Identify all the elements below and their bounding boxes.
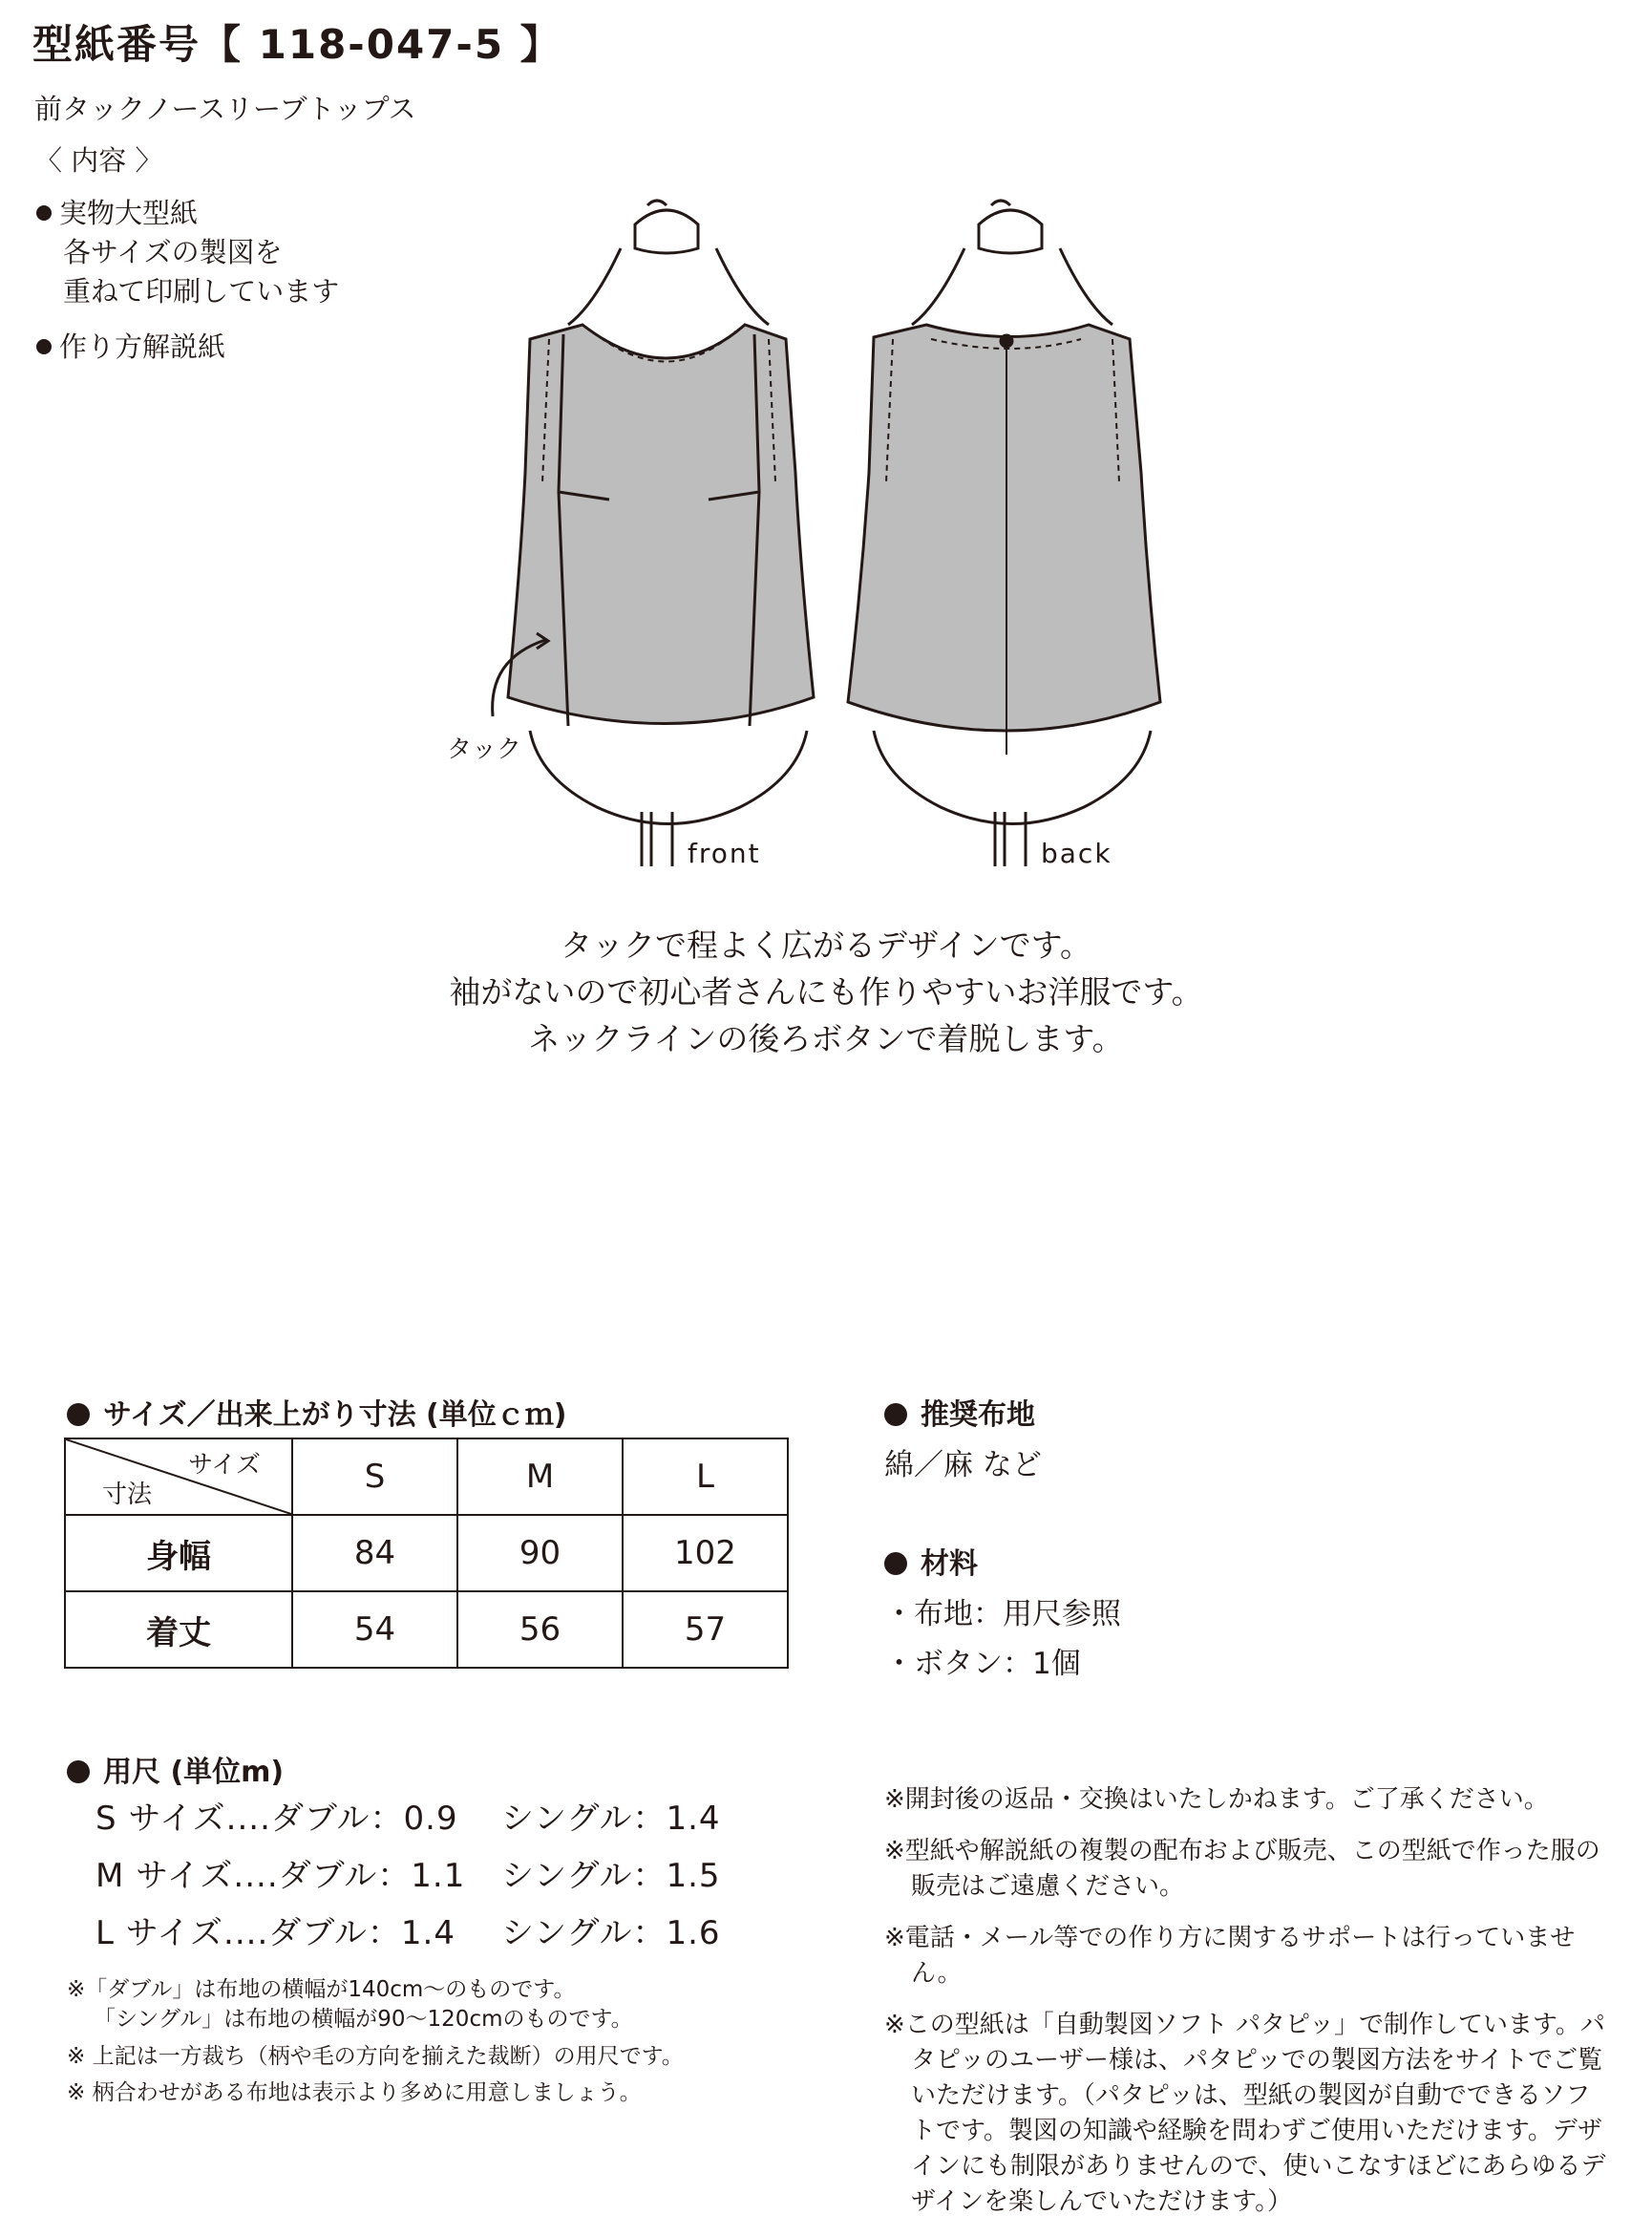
tuck-label: タック: [447, 735, 522, 764]
bullet-icon: [36, 205, 52, 221]
contents-item-instructions: 作り方解説紙: [36, 328, 225, 367]
row-label-width: 身幅: [65, 1515, 292, 1591]
fabric-heading: 推奨布地: [884, 1391, 1035, 1433]
yardage-note: ※ 柄合わせがある布地は表示より多めに用意しましょう。: [67, 2080, 642, 2105]
bullet-icon: [67, 1403, 90, 1426]
pattern-name: 前タックノースリーブトップス: [34, 93, 416, 125]
size-col-m: M: [457, 1438, 623, 1515]
yardage-row-s: S サイズ....ダブル：0.9 シングル：1.4: [95, 1800, 721, 1838]
size-section-heading: サイズ／出来上がり寸法 (単位ｃｍ): [67, 1391, 566, 1433]
yardage-note: 「シングル」は布地の横幅が90〜120cmのものです。: [94, 2007, 633, 2032]
size-col-s: S: [292, 1438, 457, 1515]
table-cell: 54: [292, 1591, 457, 1668]
bullet-icon: [884, 1552, 907, 1575]
front-top-garment: [508, 325, 814, 726]
size-table-corner: サイズ 寸法: [65, 1438, 292, 1515]
materials-item: ・ボタン：1個: [884, 1647, 1081, 1681]
size-col-l: L: [623, 1438, 788, 1515]
yardage-note: ※「ダブル」は布地の横幅が140cm〜のものです。: [67, 1977, 576, 2002]
table-cell: 57: [623, 1591, 788, 1668]
table-row: [65, 1591, 788, 1668]
table-row: [65, 1515, 788, 1591]
note-item: ※この型紙は「自動製図ソフト パタピッ」で制作しています。パタピッのユーザー様は、パタピッでの製図方法をサイトでご覧いただけます。（パタピッは、型紙の製図が自動でできるソフトです。製図の知識や経験を問わずご使用いただけます。デザインにも制限がありませんので、使いこなすほどにあらゆるデザインを楽しんでいただけます。）: [884, 2011, 1606, 2216]
table-cell: 84: [292, 1515, 457, 1591]
contents-item-pattern: 実物大型紙 各サイズの製図を 重ねて印刷しています: [36, 194, 339, 311]
back-label: back: [1041, 838, 1112, 869]
notes-block: [884, 1782, 1610, 2236]
bullet-icon: [884, 1403, 907, 1426]
design-description: タックで程よく広がるデザインです。 袖がないので初心者さんにも作りやすいお洋服です。 ネックラインの後ろボタンで着脱します。: [449, 927, 1203, 1057]
table-cell: 56: [457, 1591, 623, 1668]
pattern-number-title: 型紙番号【 118-047-5 】: [32, 21, 562, 68]
yardage-note: ※ 上記は一方裁ち（柄や毛の方向を揃えた裁断）の用尺です。: [67, 2044, 684, 2069]
row-label-length: 着丈: [65, 1591, 292, 1668]
table-cell: 102: [623, 1515, 788, 1591]
size-table: [64, 1438, 789, 1669]
yardage-row-l: L サイズ....ダブル：1.4 シングル：1.6: [95, 1914, 721, 1952]
materials-heading: 材料: [884, 1540, 978, 1582]
back-top-garment: [848, 325, 1160, 755]
front-label: front: [688, 838, 761, 869]
contents-heading: 〈 内容 〉: [34, 144, 163, 177]
note-item: ※開封後の返品・交換はいたしかねます。ご了承ください。: [884, 1785, 1549, 1814]
fabric-text: 綿／麻 など: [884, 1448, 1042, 1482]
yardage-heading: 用尺 (単位m): [67, 1748, 284, 1790]
bullet-icon: [67, 1760, 90, 1783]
materials-item: ・布地：用尺参照: [884, 1597, 1121, 1631]
note-item: ※型紙や解説紙の複製の配布および販売、この型紙で作った服の販売はご遠慮ください。: [884, 1837, 1600, 1901]
note-item: ※電話・メール等での作り方に関するサポートは行っていません。: [884, 1924, 1576, 1988]
bullet-icon: [36, 339, 52, 354]
table-cell: 90: [457, 1515, 623, 1591]
garment-illustration: [430, 186, 1194, 874]
yardage-row-m: M サイズ....ダブル：1.1 シングル：1.5: [95, 1857, 721, 1895]
